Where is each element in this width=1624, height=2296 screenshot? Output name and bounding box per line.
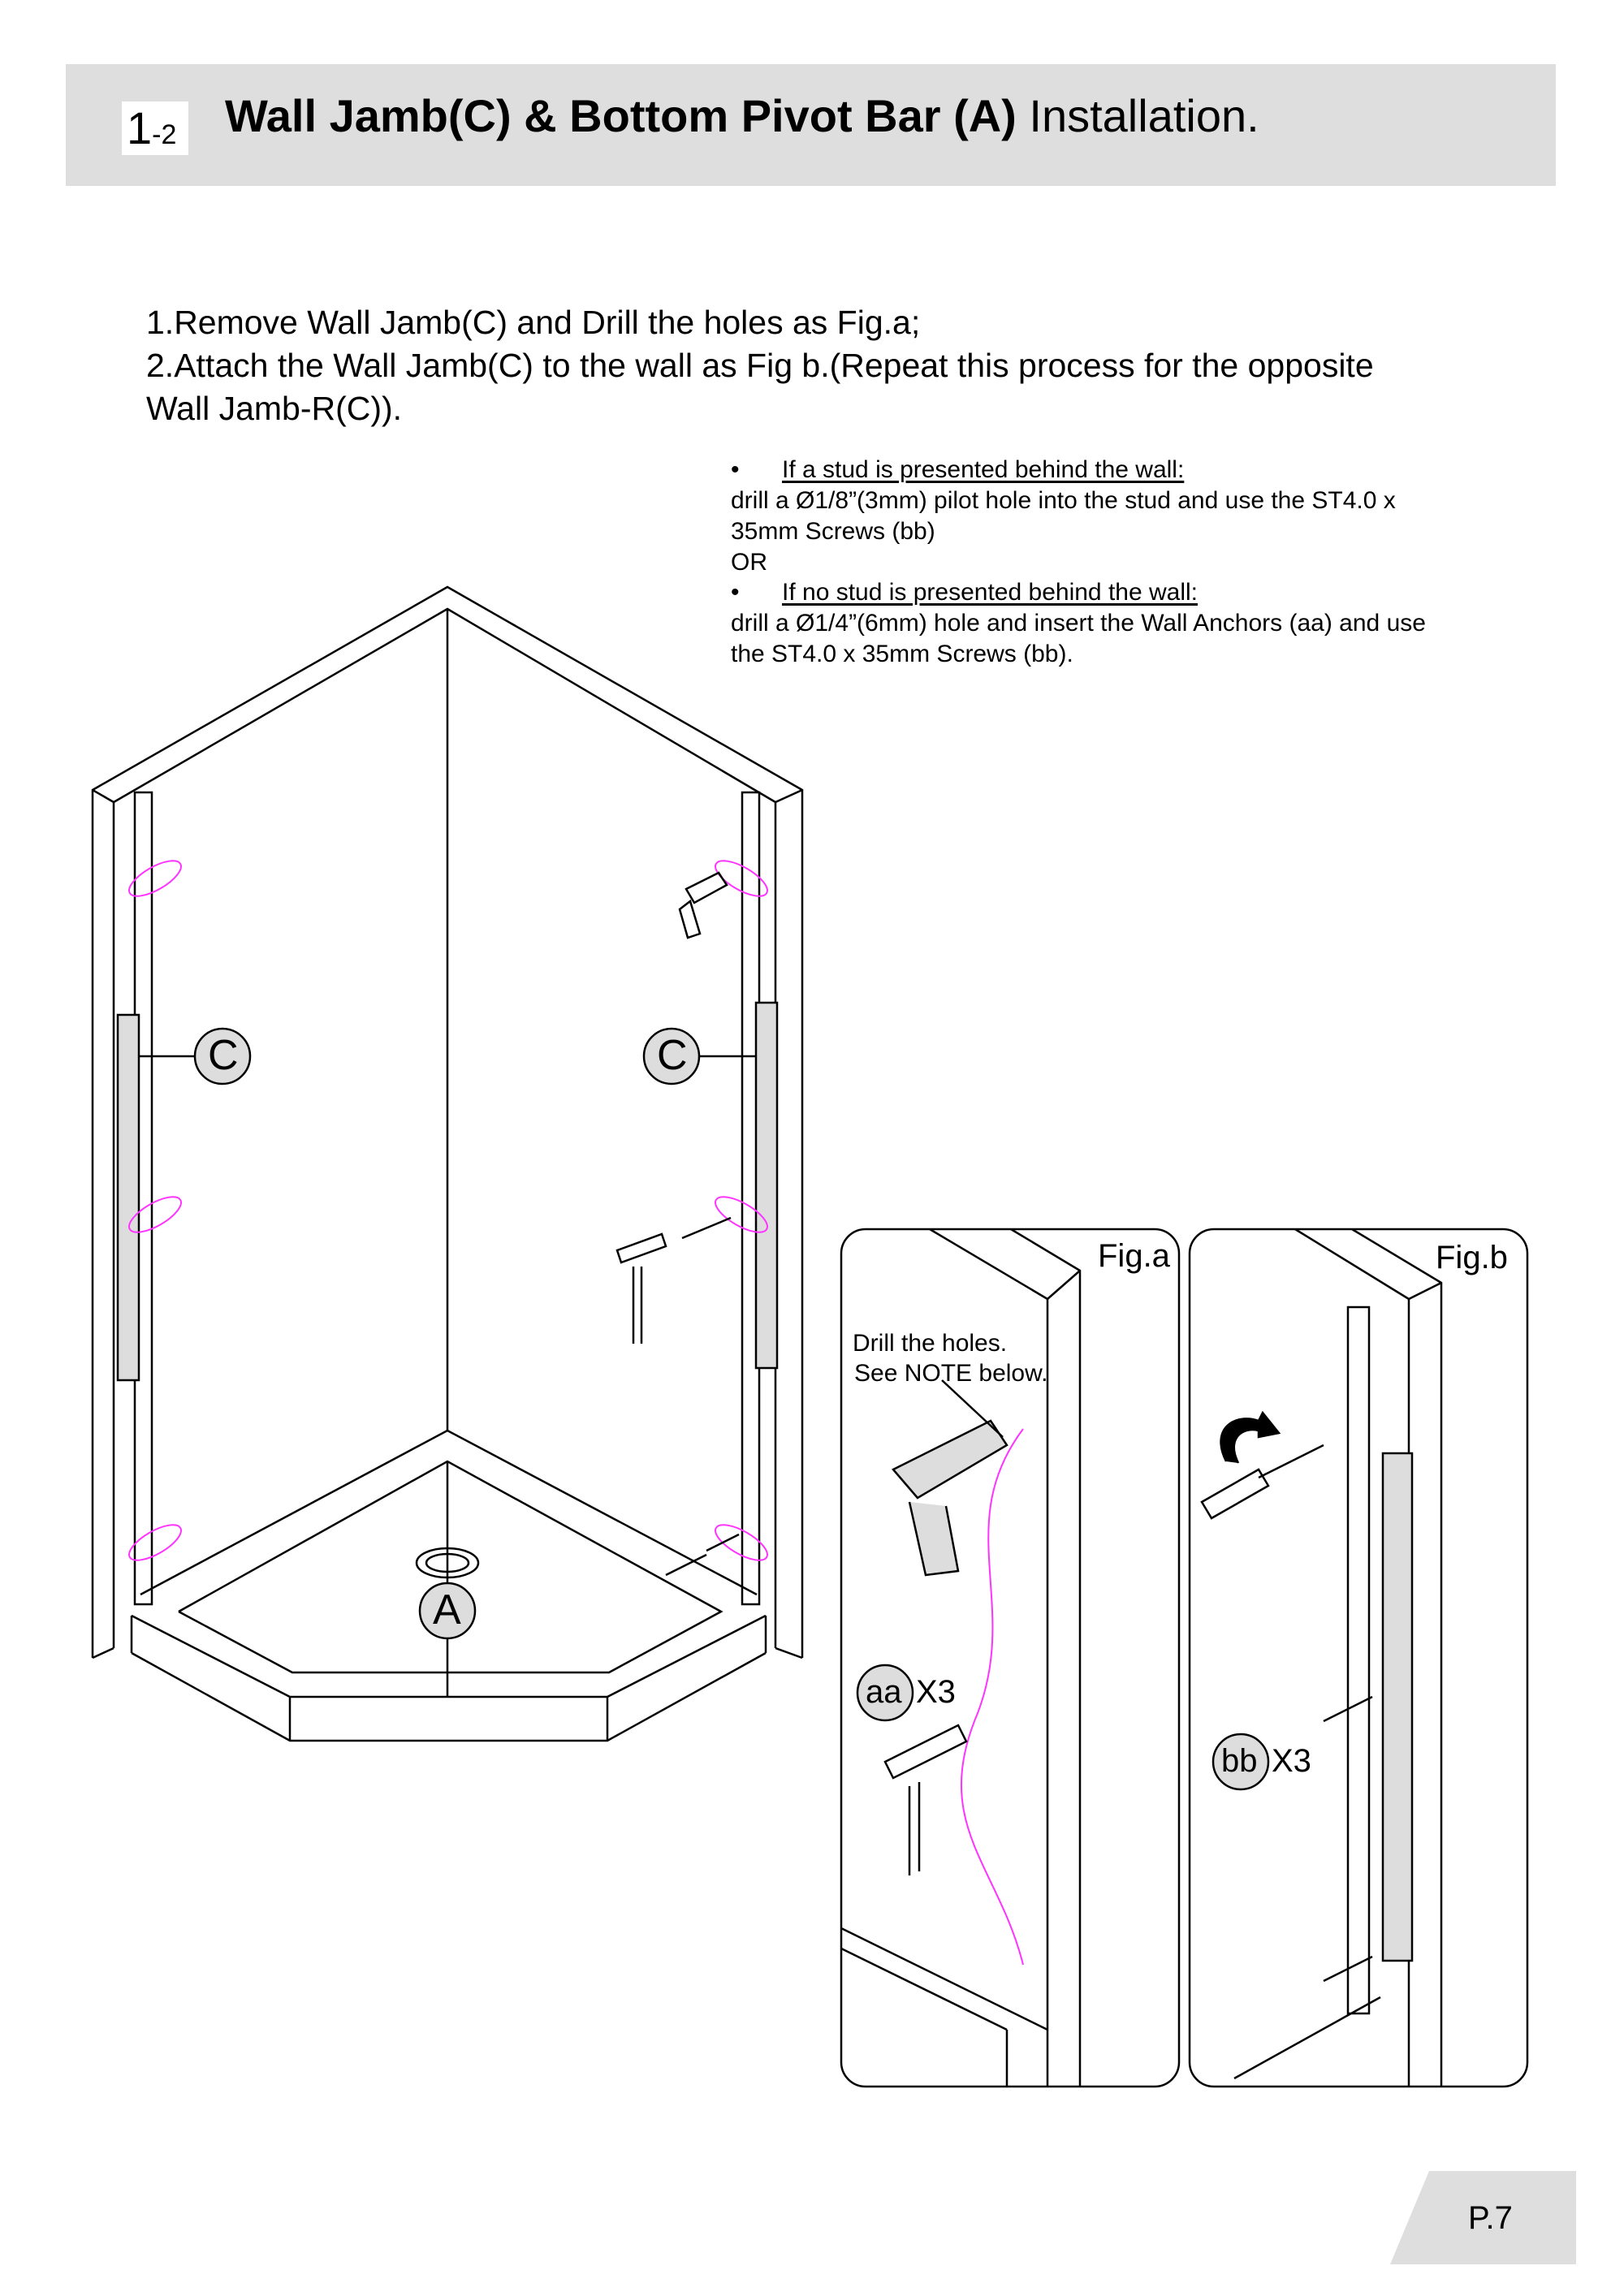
note-stud-heading: If a stud is presented behind the wall: [782, 456, 1185, 483]
note-stud-line2: 35mm Screws (bb) [731, 518, 935, 545]
title-bold: Wall Jamb(C) & Bottom Pivot Bar (A) [225, 90, 1017, 141]
step-sub: -2 [152, 119, 177, 150]
fig-a-caption-1: Drill the holes. [853, 1330, 1008, 1357]
note-stud-line1: drill a Ø1/8”(3mm) pilot hole into the stud and use the ST4.0 x [731, 487, 1396, 514]
note-nostud-heading: If no stud is presented behind the wall: [782, 579, 1198, 606]
instruction-1: 1.Remove Wall Jamb(C) and Drill the holes as Fig.a; [146, 304, 921, 341]
title-regular: Installation. [1016, 90, 1259, 141]
instruction-3: Wall Jamb-R(C)). [146, 390, 403, 427]
fig-a-caption-2: See NOTE below. [854, 1360, 1048, 1387]
label-a: A [433, 1586, 461, 1634]
note-nostud-line2: the ST4.0 x 35mm Screws (bb). [731, 641, 1073, 667]
note-nostud-line1: drill a Ø1/4”(6mm) hole and insert the Wall Anchors (aa) and use [731, 610, 1426, 637]
note-bullet-2: • [731, 579, 740, 606]
fig-a-drawing [841, 1229, 1179, 2087]
shower-enclosure-drawing [93, 587, 802, 1741]
fig-a-part: aa [866, 1674, 902, 1710]
fig-b-part: bb [1221, 1743, 1258, 1779]
fig-a-title: Fig.a [1098, 1238, 1170, 1274]
note-or: OR [731, 549, 767, 576]
fig-b-title: Fig.b [1436, 1240, 1508, 1275]
note-bullet-1: • [731, 456, 740, 483]
label-c-left: C [208, 1032, 239, 1079]
fig-b-qty: X3 [1272, 1743, 1311, 1779]
page-number: P.7 [1468, 2200, 1513, 2236]
instruction-2: 2.Attach the Wall Jamb(C) to the wall as Fig b.(Repeat this process for the opposite [146, 347, 1374, 384]
fig-b-drawing [1190, 1229, 1527, 2087]
fig-a-qty: X3 [916, 1674, 956, 1710]
label-c-right: C [657, 1032, 688, 1079]
step-main: 1 [127, 102, 153, 153]
